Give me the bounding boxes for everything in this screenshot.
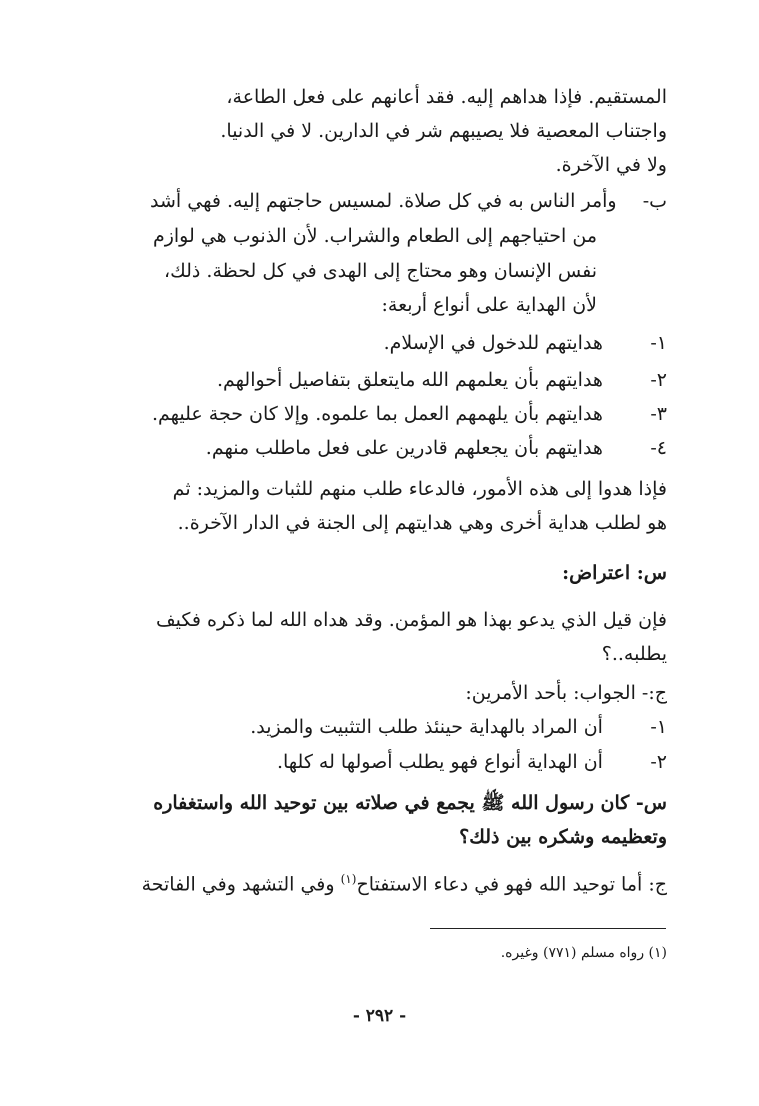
question-heading: س: اعتراض: <box>562 562 667 584</box>
item-b-text: وأمر الناس به في كل صلاة. لمسيس حاجتهم إليه. فهي أشد <box>150 190 617 212</box>
list-item <box>250 710 667 744</box>
question-heading: وتعظيمه وشكره بين ذلك؟ <box>459 826 667 848</box>
list-text: هدايتهم بأن يعلمهم الله مايتعلق بتفاصيل أحوالهم. <box>216 369 603 391</box>
text-line: من احتياجهم إلى الطعام والشراب. لأن الذنوب هي لوازم <box>152 225 597 247</box>
footnote: (١) رواه مسلم (٧٧١) وغيره. <box>500 945 667 961</box>
text-line: لأن الهداية على أنواع أربعة: <box>381 294 597 316</box>
list-text: هدايتهم بأن يجعلهم قادرين على فعل ماطلب منهم. <box>205 437 603 459</box>
text-line: يطلبه..؟ <box>601 643 667 665</box>
page-number: - ٢٩٢ - <box>352 1006 407 1026</box>
list-item <box>384 326 667 360</box>
footnote-ref[interactable]: (١) <box>340 872 357 886</box>
list-number: ٢- <box>650 751 667 773</box>
list-number: ٣- <box>650 403 667 425</box>
text-line: هو لطلب هداية أخرى وهي هدايتهم إلى الجنة في الدار الآخرة.. <box>177 512 667 534</box>
answer-text: ج: أما توحيد الله فهو في دعاء الاستفتاح <box>356 873 667 896</box>
item-b-line <box>150 184 667 218</box>
list-number: ٤- <box>650 437 667 459</box>
list-item <box>217 363 667 397</box>
list-number: ٢- <box>650 369 667 391</box>
text-line: فإذا هدوا إلى هذه الأمور، فالدعاء طلب منهم للثبات والمزيد: ثم <box>172 478 667 500</box>
answer-heading: ج:- الجواب: بأحد الأمرين: <box>465 682 667 704</box>
question-heading: س- كان رسول الله ﷺ يجمع في صلاته بين توحيد الله واستغفاره <box>153 792 667 814</box>
item-b-marker: ب- <box>642 190 667 212</box>
list-item <box>206 431 667 465</box>
list-text: هدايتهم للدخول في الإسلام. <box>383 332 603 354</box>
footnote-separator <box>430 928 666 929</box>
text-line: فإن قيل الذي يدعو بهذا هو المؤمن. وقد هداه الله لما ذكره فكيف <box>156 609 667 631</box>
text-line: واجتناب المعصية فلا يصيبهم شر في الدارين. لا في الدنيا. <box>220 120 667 142</box>
list-text: أن الهداية أنواع فهو يطلب أصولها له كلها. <box>276 751 603 773</box>
text-line: نفس الإنسان وهو محتاج إلى الهدى في كل لحظة. ذلك، <box>163 260 597 282</box>
text-line: المستقيم. فإذا هداهم إليه. فقد أعانهم على فعل الطاعة، <box>226 86 667 108</box>
list-number: ١- <box>650 716 667 738</box>
answer-text: وفي التشهد وفي الفاتحة <box>141 873 341 896</box>
list-number: ١- <box>650 332 667 354</box>
list-item <box>277 745 667 779</box>
list-text: أن المراد بالهداية حينئذ طلب التثبيت والمزيد. <box>250 716 603 738</box>
list-item <box>152 397 667 431</box>
list-text: هدايتهم بأن يلهمهم العمل بما علموه. وإلا كان حجة عليهم. <box>151 403 603 425</box>
answer-line <box>142 862 667 896</box>
text-line: ولا في الآخرة. <box>555 154 667 176</box>
